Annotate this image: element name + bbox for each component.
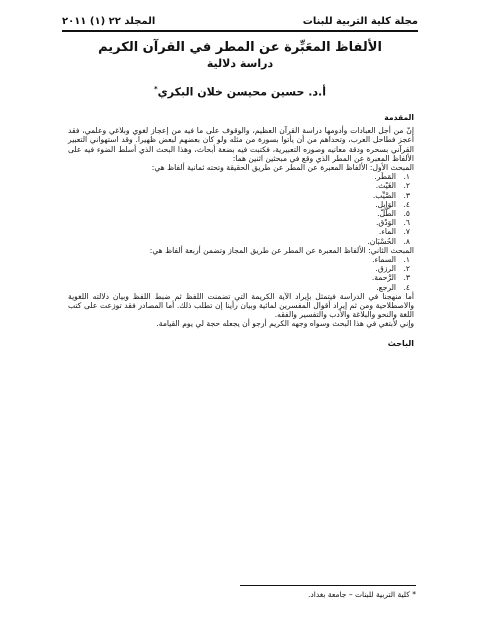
list-item-number: ٧. xyxy=(403,227,410,237)
list-item xyxy=(68,218,414,227)
footnote-text: كلية التربية للبنات – جامعة بغداد. xyxy=(308,590,410,599)
section-heading-intro: المقدمة xyxy=(384,113,414,122)
list-item-word: الرَّحمة. xyxy=(371,273,396,283)
first-word-list xyxy=(68,172,414,246)
list-item-word: الوَدْق. xyxy=(375,218,396,228)
list-item-number: ٣. xyxy=(403,273,410,283)
second-word-list xyxy=(68,255,414,292)
paper-title: الألفاظ المعَبِّرة عن المطر في القرآن الكريم xyxy=(98,40,382,55)
intro-paragraph: إنّ من أجل العبادات وأدومها دراسة القرآن العظيم، والوقوف على ما فيه من إعجاز لغوي وبلاغي وعلمي، فقد أعجز فطاحل العرب، وتحداهم من أن يأتوا بسورة من مثله ولو كان بعضهم لبعض ظهيرا. وقد استهواني التعبير القرآني بسحره ودقة معانيه وصوره التعبيرية، فكتبت فيه بضعة أبحاث، وهذا البحث الذي أسلط الضوء فيه على الألفاظ المعبرة عن المطر الذي وقع في مبحثين اثنين هما: xyxy=(68,126,414,163)
list-item-number: ٤. xyxy=(403,282,410,292)
list-item-word: الصَّيِّب. xyxy=(372,190,396,200)
list-item-word: المَطَر. xyxy=(374,172,396,182)
first-chapter-intro: المبحث الأول: الألفاظ المعبرة عن المطر عن طريق الحقيقة وتحته ثمانية ألفاظ هي: xyxy=(151,163,414,173)
volume-info: المجلد ٢٢ (١) ٢٠١١ xyxy=(62,16,156,27)
list-item-number: ٥. xyxy=(403,209,410,219)
list-item-word: الغَيْث. xyxy=(375,181,396,191)
list-item-word: الوَابِل. xyxy=(375,199,396,209)
list-item-word: الرجع. xyxy=(376,282,396,292)
list-item-word: الرزق. xyxy=(375,264,396,274)
author-line xyxy=(40,82,440,100)
list-item-word: الماء. xyxy=(378,227,396,237)
second-chapter-intro: المبحث الثاني: الألفاظ المعبرة عن المطر عن طريق المجاز وتضمن أربعة ألفاظ هي: xyxy=(149,245,414,255)
list-item-number: ٤. xyxy=(403,199,410,209)
list-item xyxy=(68,283,414,292)
list-item-number: ١. xyxy=(403,172,410,182)
list-item xyxy=(68,237,414,246)
article-body xyxy=(68,113,414,348)
list-item xyxy=(68,273,414,282)
footnote-mark: * xyxy=(412,590,416,599)
list-item xyxy=(68,181,414,190)
list-item-word: الطَّلّ. xyxy=(377,209,396,219)
list-item xyxy=(68,227,414,236)
list-item xyxy=(68,209,414,218)
footnote xyxy=(308,590,416,600)
list-item-word: السماء. xyxy=(372,255,396,265)
list-item-number: ١. xyxy=(403,255,410,265)
author-footnote-mark: * xyxy=(154,85,158,93)
list-item-word: الحُسْبَان. xyxy=(367,236,396,246)
author-signature: الباحث xyxy=(387,338,414,348)
list-item xyxy=(68,172,414,181)
list-item-number: ٢. xyxy=(403,181,410,191)
list-item xyxy=(68,200,414,209)
closing-paragraph: وإني لأبتغي في هذا البحث وسواه وجهه الكريم أرجو أن يجعله حجة لي يوم القيامة. xyxy=(156,319,414,329)
list-item xyxy=(68,255,414,264)
list-item-number: ٨. xyxy=(403,236,410,246)
list-item-number: ٣. xyxy=(403,190,410,200)
author-name: أ.د. حسين محيسن خلان البكري xyxy=(157,85,326,99)
journal-name: مجلة كلية التربية للبنات xyxy=(302,16,418,27)
list-item xyxy=(68,264,414,273)
list-item xyxy=(68,191,414,200)
list-item-number: ٢. xyxy=(403,264,410,274)
paper-subtitle: دراسة دلالية xyxy=(206,57,274,70)
footnote-divider xyxy=(240,585,416,586)
list-item-number: ٦. xyxy=(403,218,410,228)
running-header xyxy=(62,12,418,32)
method-paragraph: أما منهجنا في الدراسة فيتمثل بإيراد الآية الكريمة التي تضمنت اللفظ ثم ضبط اللفظ وبيان دلالته اللغوية والاصطلاحية ومن ثم إيراد أقوال المفسرين لمائية وبيان رأينا إن تطلب ذلك. أما المصادر فقد توزعت على كتب اللغة والنحو والبلاغة والأدب والتفسير والفقه. xyxy=(68,291,414,320)
